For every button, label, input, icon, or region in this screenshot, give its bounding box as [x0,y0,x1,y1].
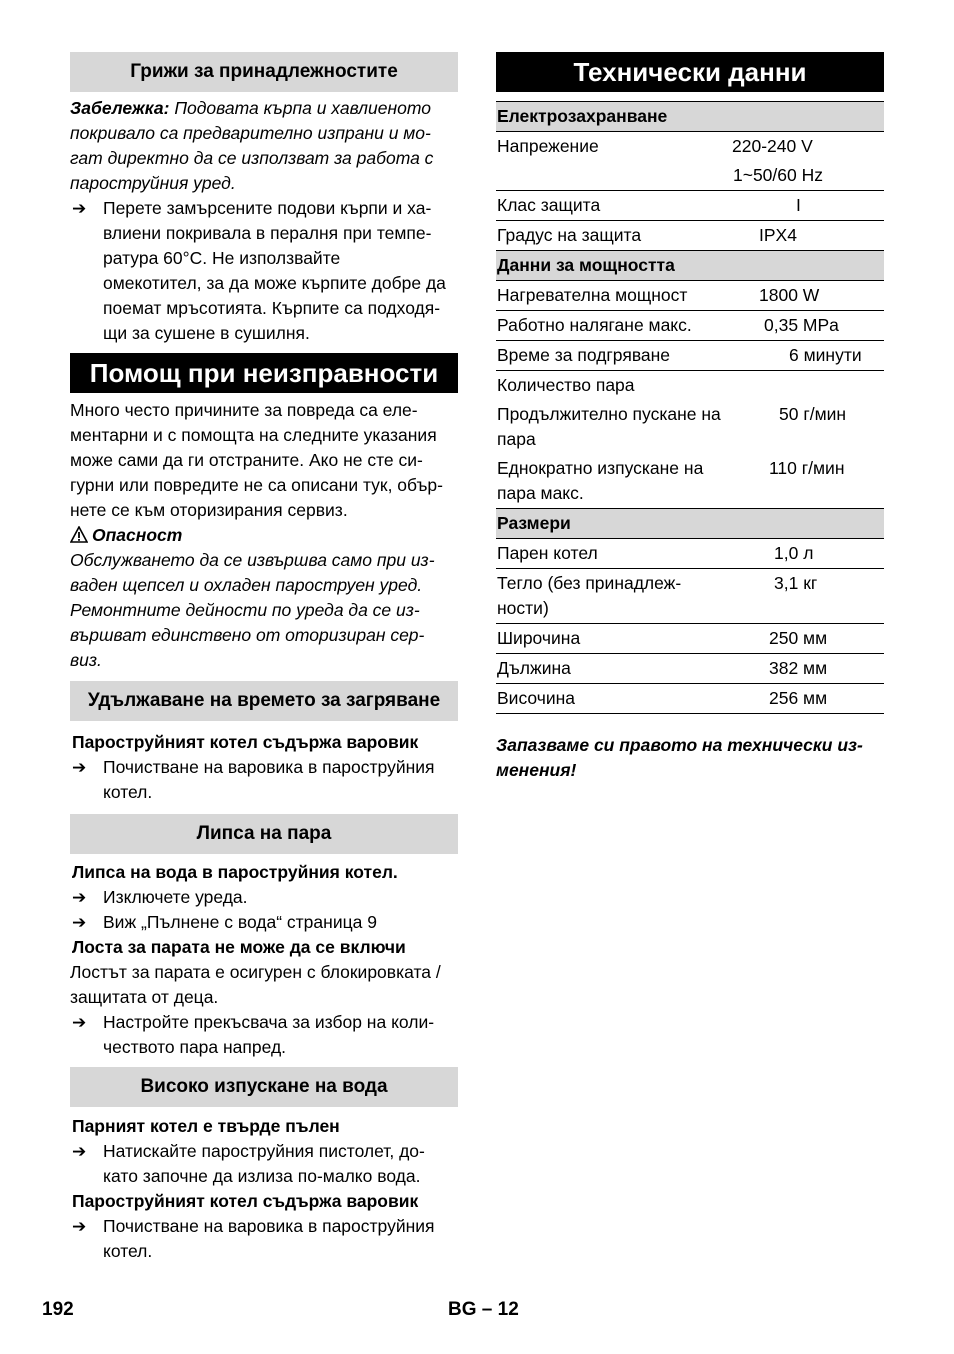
param-value: I [796,195,801,215]
tech-data-heading: Технически данни [496,52,884,92]
table-bottom-rule [496,713,884,714]
tech-data-table [496,101,884,714]
nosteam-heading: Липса на пара [70,814,458,854]
param-label: Време за подгряване [497,345,671,365]
care-bullet [70,196,458,346]
param-value: 382 мм [769,658,828,678]
bullet-line: Почистване на варовика в пароструйния [103,1216,435,1236]
param-label: Продължително пускане на пара [497,404,721,449]
table-row [496,653,884,683]
bullet-line: Изключете уреда. [103,887,248,907]
param-label: Дължина [497,658,571,678]
nosteam-subhead-2: Лоста за парата не може да се включи [72,937,406,957]
section-label: Електрозахранване [497,106,668,126]
bullet-line: щи за сушене в сушилня. [103,323,310,343]
care-heading: Грижи за принадлежностите [70,52,458,92]
bullet-line: поемат мръсотията. Кърпите са подходя- [103,298,441,318]
tech-footnote [496,733,884,783]
table-row [496,131,884,161]
arrow-icon: ➔ [72,888,87,907]
intro-line: може сами да ги отстраните. Ако не сте си- [70,450,423,470]
help-heading: Помощ при неизправности [70,353,458,393]
table-section-row [496,508,884,538]
bullet-line: Перете замърсените подови кърпи и ха- [103,198,432,218]
note-label: Забележка: [70,98,170,118]
table-row [496,400,884,454]
param-value: 220-240 V [732,136,813,156]
help-intro [70,398,458,523]
arrow-icon: ➔ [72,1217,87,1236]
table-row [496,161,884,190]
table-section-row [496,250,884,280]
param-label: Напрежение [497,136,599,156]
text-line: Лостът за парата е осигурен с блокировката / [70,962,441,982]
bullet-line: котел. [103,782,153,802]
nosteam-subhead-1: Липса на вода в пароструйния котел. [72,862,398,882]
param-value: 0,35 MPa [764,315,839,335]
param-value: 1,0 л [774,543,814,563]
param-value: 250 мм [769,628,828,648]
arrow-icon: ➔ [72,1013,87,1032]
footnote-line: Запазваме си правото на технически из- [496,735,863,755]
nosteam-text [70,960,458,1010]
table-row [496,220,884,250]
water-subhead-1: Парният котел е твърде пълен [72,1116,340,1136]
section-label: Размери [497,513,571,533]
param-label: Работно налягане макс. [497,315,692,335]
param-value: IPX4 [759,225,797,245]
left-column [70,52,458,1264]
table-row [496,310,884,340]
table-row [496,623,884,653]
care-note [70,96,458,196]
bullet-line: Виж „Пълнене с вода“ страница 9 [103,912,377,932]
note-line: гат директно да се използват за работа с [70,148,434,168]
bullet-line: чеството пара напред. [103,1037,287,1057]
intro-line: нете се към оторизирания сервиз. [70,500,348,520]
param-value: 1~50/60 Hz [733,165,823,185]
bullet-line: Натискайте пароструйния пистолет, до- [103,1141,425,1161]
section-label: Данни за мощността [497,255,675,275]
bullet-line: като започне да излиза по-малко вода. [103,1166,421,1186]
table-row [496,454,884,508]
water-subhead-2: Пароструйният котел съдържа варовик [72,1191,419,1211]
bullet-line: омекотител, за да може кърпите добре да [103,273,446,293]
table-row [496,340,884,370]
param-label: Количество пара [497,375,635,395]
param-label: Градус на защита [497,225,642,245]
water-bullet-1 [70,1139,458,1189]
note-line: Подовата кърпа и хавлиеното [174,98,431,118]
heating-heading: Удължаване на времето за загряване [70,681,458,721]
param-value [722,371,884,375]
text-line: защитата от деца. [70,987,219,1007]
param-value: 110 г/мин [769,458,845,478]
table-row [496,538,884,568]
param-label: Широчина [497,628,581,648]
intro-line: Много често причините за повреда са еле- [70,400,418,420]
table-row [496,190,884,220]
bullet-line: Настройте прекъсвача за избор на коли- [103,1012,435,1032]
danger-label-row [70,523,458,548]
nosteam-bullet-3 [70,1010,458,1060]
danger-line: вършват единствено от оторизиран сер- [70,625,425,645]
note-line: покривало са предварително изпрани и мо- [70,123,431,143]
danger-line: Ремонтните дейности по уреда да се из- [70,600,420,620]
right-column [496,52,884,783]
water-heading: Високо изпускане на вода [70,1067,458,1107]
table-row [496,280,884,310]
note-line: пароструйния уред. [70,173,236,193]
arrow-icon: ➔ [72,913,87,932]
param-label: Нагревателна мощност [497,285,688,305]
danger-line: ваден щепсел и охладен пароструен уред. [70,575,423,595]
table-row [496,370,884,400]
param-label: Клас защита [497,195,601,215]
param-value: 6 минути [789,345,862,365]
param-value: 3,1 кг [774,573,818,593]
nosteam-bullet-1 [70,885,458,910]
bullet-line: котел. [103,1241,153,1261]
heating-subhead: Пароструйният котел съдържа варовик [72,732,419,752]
table-row [496,683,884,713]
arrow-icon: ➔ [72,199,87,218]
danger-label: Опасност [92,525,183,545]
water-bullet-2 [70,1214,458,1264]
nosteam-bullet-2 [70,910,458,935]
footnote-line: менения! [496,760,577,780]
page-section: BG – 12 [448,1299,519,1320]
danger-text [70,548,458,673]
arrow-icon: ➔ [72,758,87,777]
danger-line: Обслужването да се извършва само при из- [70,550,435,570]
bullet-line: влиени покривала в пералня при темпе- [103,223,432,243]
table-row [496,568,884,623]
param-label: Тегло (без принадлеж-ности) [497,573,682,618]
param-value: 256 мм [769,688,828,708]
arrow-icon: ➔ [72,1142,87,1161]
page-number: 192 [42,1299,74,1320]
intro-line: ментарни и с помощта на следните указания [70,425,437,445]
bullet-line: ратура 60°C. Не използвайте [103,248,341,268]
param-label: Еднократно изпускане на пара макс. [497,458,704,503]
param-label [496,161,722,165]
warning-triangle-icon [70,523,92,548]
param-label: Парен котел [497,543,598,563]
param-label: Височина [497,688,576,708]
param-value: 1800 W [759,285,820,305]
bullet-line: Почистване на варовика в пароструйния [103,757,435,777]
heating-bullet [70,755,458,805]
danger-line: виз. [70,650,102,670]
param-value: 50 г/мин [779,404,847,424]
intro-line: гурни или повредите не са описани тук, обър- [70,475,443,495]
table-section-row [496,101,884,131]
